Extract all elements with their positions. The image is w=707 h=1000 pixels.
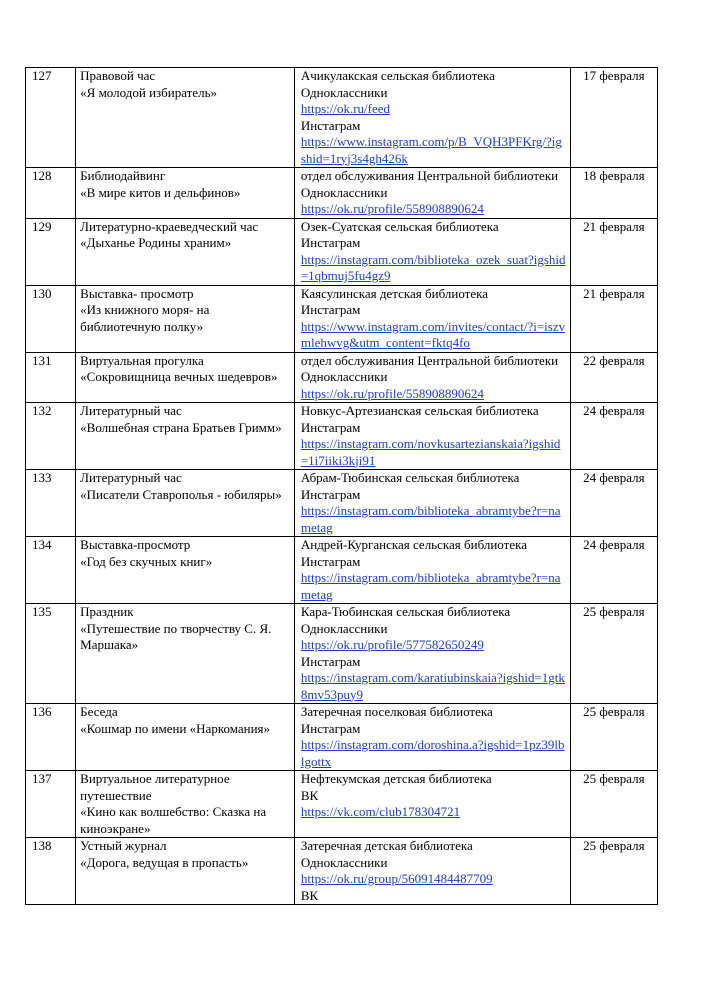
library-text: Затеречная поселковая библиотека (300, 704, 493, 719)
social-link[interactable]: https://ok.ru/profile/558908890624 (300, 201, 484, 216)
row-number: 134 (26, 537, 76, 604)
library-cell (294, 838, 570, 905)
table-row (26, 403, 658, 470)
library-text: Ачикулакская сельская библиотека (300, 68, 495, 83)
row-number: 137 (26, 771, 76, 838)
event-type: Устный журнал (80, 838, 167, 853)
social-link[interactable]: https://ok.ru/profile/577582650249 (300, 637, 484, 652)
event-date: 25 февраля (570, 771, 657, 838)
event-title: «Дыханье Родины храним» (80, 235, 232, 250)
library-text: Одноклассники (300, 184, 388, 200)
library-cell (294, 68, 570, 168)
table-row (26, 352, 658, 403)
table-row (26, 168, 658, 219)
event-date: 25 февраля (570, 704, 657, 771)
event-cell (76, 537, 295, 604)
event-type: Выставка- просмотр (80, 285, 194, 301)
event-date: 24 февраля (570, 470, 657, 537)
library-text: Одноклассники (300, 620, 388, 636)
event-type: Выставка-просмотр (80, 537, 191, 552)
library-text: ВК (300, 887, 319, 903)
event-date: 25 февраля (570, 838, 657, 905)
event-cell (76, 838, 295, 905)
event-title: «Кошмар по имени «Наркомания» (80, 720, 271, 736)
event-cell (76, 771, 295, 838)
library-cell (294, 470, 570, 537)
library-text: Одноклассники (300, 84, 388, 100)
event-title: «Сокровищница вечных шедевров» (80, 369, 278, 384)
library-cell (294, 604, 570, 704)
event-date: 17 февраля (570, 68, 657, 168)
event-cell (76, 352, 295, 403)
library-text: Нефтекумская детская библиотека (300, 771, 492, 786)
event-date: 21 февраля (570, 285, 657, 352)
event-type: Праздник (80, 604, 134, 619)
row-number: 135 (26, 604, 76, 704)
event-title: «Писатели Ставрополья - юбиляры» (80, 486, 282, 502)
library-text: Инстаграм (300, 419, 361, 435)
event-cell (76, 403, 295, 470)
library-text: Инстаграм (300, 235, 361, 250)
event-type: Литературно-краеведческий час (80, 218, 259, 234)
event-cell (76, 68, 295, 168)
library-text: отдел обслуживания Центральной библиотеки (300, 168, 559, 183)
library-text: Инстаграм (300, 720, 361, 736)
library-text: Затеречная детская библиотека (300, 838, 473, 853)
row-number: 127 (26, 68, 76, 168)
library-text: Одноклассники (300, 854, 388, 870)
row-number: 131 (26, 352, 76, 403)
event-date: 24 февраля (570, 537, 657, 604)
library-text: Озек-Суатская сельская библиотека (300, 218, 499, 234)
social-link[interactable]: https://instagram.com/novkusartezianskaia?igshid=1i7iiki3kji91 (300, 436, 561, 468)
library-text: ВК (300, 787, 319, 803)
event-date: 25 февраля (570, 604, 657, 704)
table-row (26, 218, 658, 285)
social-link[interactable]: https://ok.ru/group/56091484487709 (300, 871, 493, 886)
social-link[interactable]: https://instagram.com/karatiubinskaia?igshid=1gtk8mv53puy9 (300, 670, 565, 702)
library-text: Кара-Тюбинская сельская библиотека (300, 604, 511, 619)
library-text: Андрей-Курганская сельская библиотека (300, 537, 527, 552)
social-link[interactable]: https://instagram.com/doroshina.a?igshid=1pz39lblgottx (300, 737, 565, 769)
event-title: «Я молодой избиратель» (80, 84, 218, 100)
event-cell (76, 285, 295, 352)
event-title: «Волшебная страна Братьев Гримм» (80, 419, 282, 435)
row-number: 129 (26, 218, 76, 285)
social-link[interactable]: https://www.instagram.com/p/B_VQH3PFKrg/?igshid=1ryj3s4gh426k (300, 134, 562, 166)
table-row (26, 771, 658, 838)
library-text: Абрам-Тюбинская сельская библиотека (300, 470, 520, 485)
row-number: 130 (26, 285, 76, 352)
event-type: Библиодайвинг (80, 168, 166, 183)
event-cell (76, 604, 295, 704)
row-number: 128 (26, 168, 76, 219)
library-cell (294, 771, 570, 838)
table-row (26, 604, 658, 704)
event-cell (76, 704, 295, 771)
social-link[interactable]: https://www.instagram.com/invites/contact/?i=iszvmlehwvg&utm_content=fktq4fo (300, 318, 566, 350)
library-text: Новкус-Артезианская сельская библиотека (300, 403, 539, 418)
event-type: Виртуальное литературное путешествие (80, 771, 230, 803)
social-link[interactable]: https://ok.ru/profile/558908890624 (300, 385, 484, 401)
library-cell (294, 285, 570, 352)
library-text: Инстаграм (300, 653, 361, 669)
library-text: Инстаграм (300, 302, 361, 317)
row-number: 138 (26, 838, 76, 905)
library-cell (294, 218, 570, 285)
table-row (26, 838, 658, 905)
library-cell (294, 704, 570, 771)
event-title: «В мире китов и дельфинов» (80, 184, 241, 200)
library-text: Каясулинская детская библиотека (300, 285, 488, 301)
library-cell (294, 168, 570, 219)
row-number: 136 (26, 704, 76, 771)
event-title: «Из книжного моря- на библиотечную полку» (80, 302, 210, 334)
event-type: Виртуальная прогулка (80, 352, 204, 368)
event-date: 21 февраля (570, 218, 657, 285)
event-cell (76, 470, 295, 537)
social-link[interactable]: https://vk.com/club178304721 (300, 804, 461, 819)
library-text: Инстаграм (300, 486, 361, 502)
event-title: «Кино как волшебство: Сказка на киноэкране» (80, 804, 267, 836)
event-type: Беседа (80, 704, 118, 719)
table-row (26, 285, 658, 352)
event-date: 22 февраля (570, 352, 657, 403)
social-link[interactable]: https://instagram.com/biblioteka_abramtybe?r=nametag (300, 570, 561, 602)
social-link[interactable]: https://instagram.com/biblioteka_abramtybe?r=nametag (300, 503, 561, 535)
table-row (26, 704, 658, 771)
social-link[interactable]: https://instagram.com/biblioteka_ozek_suat?igshid=1qbmuj5fu4gz9 (300, 251, 566, 283)
library-cell (294, 352, 570, 403)
events-table (25, 67, 658, 905)
event-date: 18 февраля (570, 168, 657, 219)
table-row (26, 470, 658, 537)
table-row (26, 537, 658, 604)
library-text: Инстаграм (300, 553, 361, 569)
event-type: Литературный час (80, 403, 182, 418)
library-cell (294, 403, 570, 470)
social-link[interactable]: https://ok.ru/feed (300, 101, 391, 116)
table-row (26, 68, 658, 168)
event-title: «Год без скучных книг» (80, 553, 213, 569)
library-text: Инстаграм (300, 117, 361, 133)
event-title: «Путешествие по творчеству С. Я. Маршака» (80, 620, 272, 652)
row-number: 132 (26, 403, 76, 470)
event-cell (76, 168, 295, 219)
event-type: Правовой час (80, 68, 156, 83)
library-cell (294, 537, 570, 604)
event-date: 24 февраля (570, 403, 657, 470)
library-text: Одноклассники (300, 369, 388, 384)
events-table-body (26, 68, 658, 905)
event-title: «Дорога, ведущая в пропасть» (80, 854, 249, 870)
row-number: 133 (26, 470, 76, 537)
event-cell (76, 218, 295, 285)
event-type: Литературный час (80, 470, 182, 485)
library-text: отдел обслуживания Центральной библиотеки (300, 352, 559, 368)
